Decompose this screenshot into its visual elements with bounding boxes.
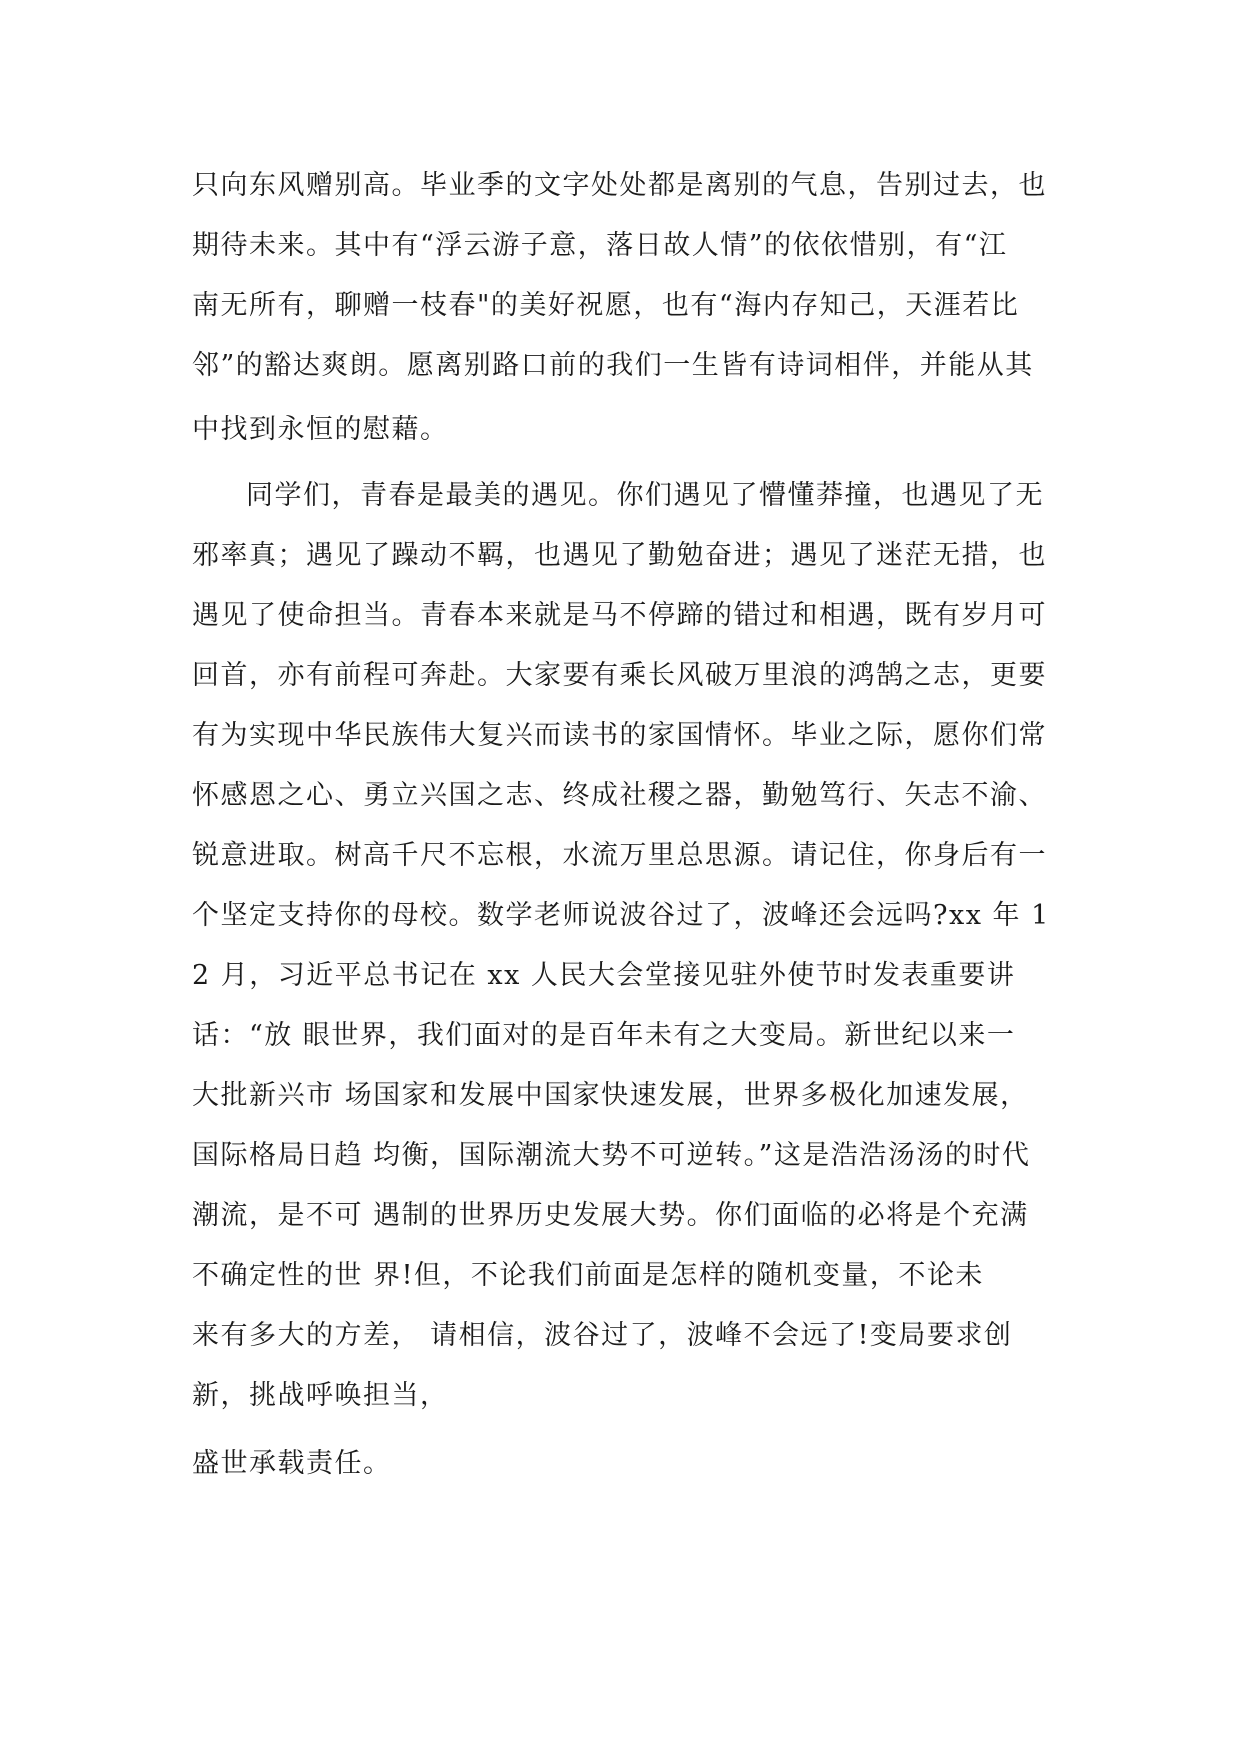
text-line-11: 怀感恩之心、勇立兴国之志、终成社稷之器，勤勉笃行、矢志不渝、 (192, 780, 1047, 811)
text-line-18: 潮流，是不可 遇制的世界历史发展大势。你们面临的必将是个充满 (192, 1200, 1029, 1231)
text-line-7: 邪率真；遇见了躁动不羁，也遇见了勤勉奋进；遇见了迷茫无措，也 (192, 540, 1047, 571)
text-line-15: 话：“放 眼世界，我们面对的是百年未有之大变局。新世纪以来一 (192, 1020, 1016, 1051)
text-line-16: 大批新兴市 场国家和发展中国家快速发展，世界多极化加速发展， (192, 1080, 1029, 1111)
text-line-9: 回首，亦有前程可奔赴。大家要有乘长风破万里浪的鸿鹄之志，更要 (192, 660, 1047, 691)
text-line-21: 新，挑战呼唤担当， (192, 1380, 449, 1411)
text-line-13: 个坚定支持你的母校。数学老师说波谷过了，波峰还会远吗?xx 年 1 (192, 900, 1050, 931)
text-line-20: 来有多大的方差， 请相信，波谷过了，波峰不会远了!变局要求创 (192, 1320, 1013, 1351)
text-line-17: 国际格局日趋 均衡，国际潮流大势不可逆转。”这是浩浩汤汤的时代 (192, 1140, 1031, 1171)
text-line-19: 不确定性的世 界!但，不论我们前面是怎样的随机变量，不论未 (192, 1260, 984, 1291)
text-line-3: 南无所有，聊赠一枝春"的美好祝愿，也有“海内存知己，天涯若比 (192, 290, 1020, 321)
text-line-2: 期待未来。其中有“浮云游子意，落日故人情”的依依惜别，有“江 (192, 230, 1008, 261)
text-line-6: 同学们，青春是最美的遇见。你们遇见了懵懂莽撞，也遇见了无 (246, 480, 1044, 511)
text-line-8: 遇见了使命担当。青春本来就是马不停蹄的错过和相遇，既有岁月可 (192, 600, 1047, 631)
text-line-5: 中找到永恒的慰藉。 (192, 414, 449, 445)
text-line-12: 锐意进取。树高千尺不忘根，水流万里总思源。请记住，你身后有一 (192, 840, 1047, 871)
text-line-14: 2 月，习近平总书记在 xx 人民大会堂接见驻外使节时发表重要讲 (192, 960, 1016, 991)
text-line-10: 有为实现中华民族伟大复兴而读书的家国情怀。毕业之际，愿你们常 (192, 720, 1047, 751)
text-line-4: 邻”的豁达爽朗。愿离别路口前的我们一生皆有诗词相伴，并能从其 (192, 350, 1034, 381)
text-line-1: 只向东风赠别高。毕业季的文字处处都是离别的气息，告别过去，也 (192, 170, 1047, 201)
text-line-22: 盛世承载责任。 (192, 1448, 392, 1479)
